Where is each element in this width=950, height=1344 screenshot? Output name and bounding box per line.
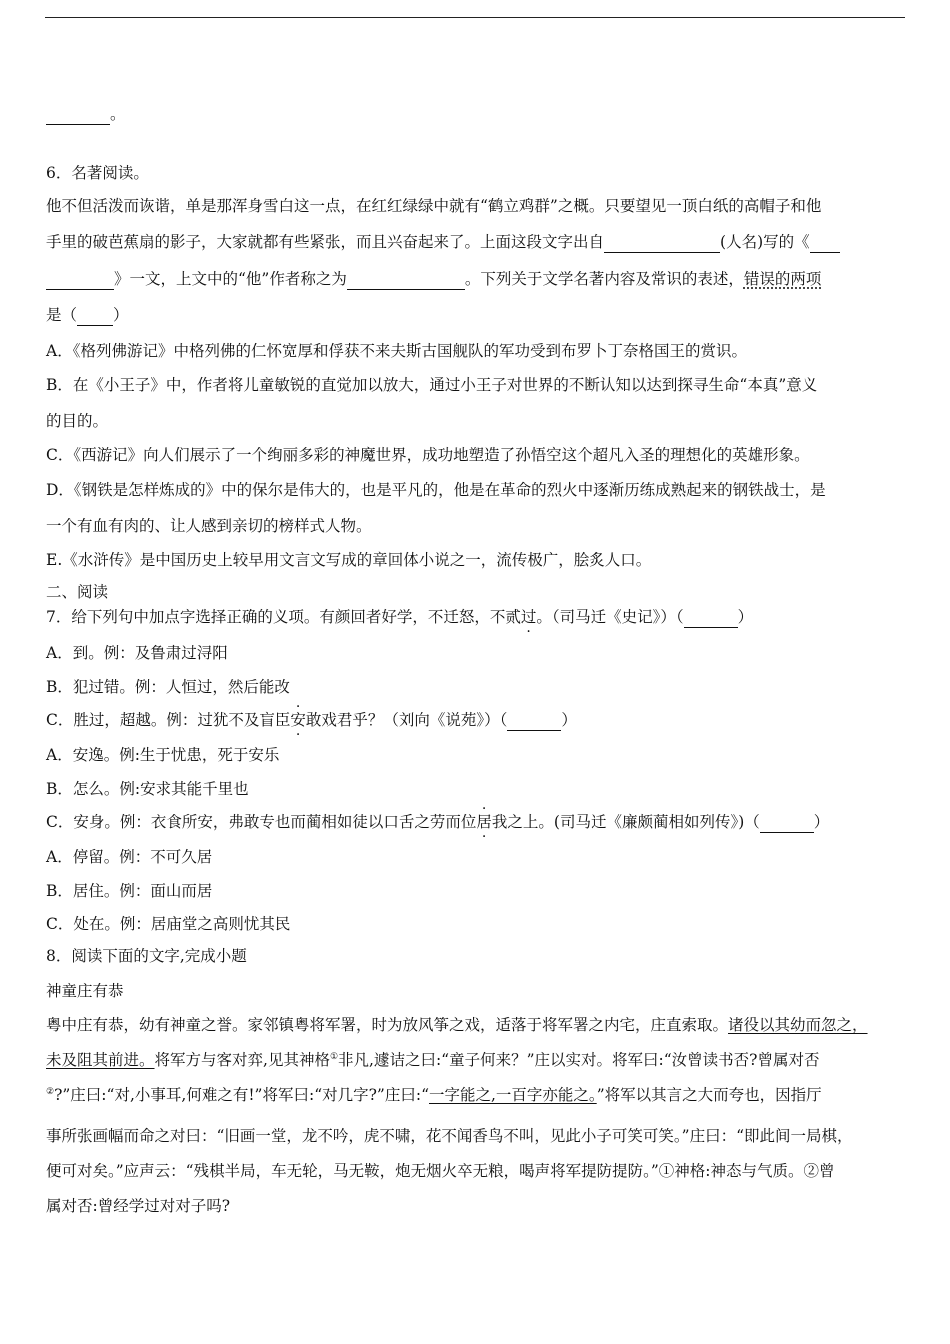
blank-name[interactable] (347, 269, 465, 290)
q6-option-a: A．《格列佛游记》中格列佛的仁怀宽厚和俘获不来夫斯古国舰队的军功受到布罗卜丁奈格国王的赏识。 (46, 342, 747, 360)
story-line-6: 属对否:曾经学过对对子吗? (46, 1197, 231, 1215)
story-title: 神童庄有恭 (46, 982, 124, 1000)
q8-title: 8．阅读下面的文字,完成小题 (46, 947, 247, 965)
header-rule (45, 17, 905, 18)
underlined-sentence-1b: 未及阻其前进。 (46, 1051, 155, 1069)
q6-passage-line-2: 手里的破芭蕉扇的影子，大家就都有些紧张，而且兴奋起来了。上面这段文字出自 (人名)写的《 (46, 232, 906, 253)
story-line-5: 便可对矣。”应声云：“残棋半局，车无轮，马无鞍，炮无烟火卒无粮，喝声将军提防提防。”①神格:神态与气质。②曾 (46, 1162, 835, 1180)
story-line-2: 未及阻其前进。将军方与客对弈,见其神格①非凡,遽诘之曰:“童子何来？”庄以实对。将军曰:“汝曾读书否?曾属对否 (46, 1051, 820, 1069)
story-line-1: 粤中庄有恭，幼有神童之誉。家邻镇粤将军署，时为放风筝之戏，适落于将军署之内宅，庄直索取。诸役以其幼而忽之， (46, 1016, 868, 1034)
blank-q7-3[interactable] (760, 812, 814, 833)
story-line-3: ②?”庄曰:“对,小事耳,何难之有!”将军曰:“对几字?”庄曰:“一字能之,一百字亦能之。”将军以其言之大而夸也，因指厅 (46, 1086, 822, 1104)
q7-3-option-a: A．停留。例：不可久居 (46, 848, 213, 866)
q6-title: 6．名著阅读。 (46, 164, 149, 182)
dotted-char-an: 安 (290, 711, 306, 729)
q7-1-option-b: B．犯过错。例：人恒过，然后能改 (46, 678, 290, 696)
q7-2-option-a: A．安逸。例:生于忧患，死于安乐 (46, 746, 280, 764)
q6-option-b-2: 的目的。 (46, 412, 109, 430)
q7-2-option-c: C．安身。例：衣食所安，弗敢专也而蔺相如徒以口舌之劳而位居我之上。(司马迁《廉颇蔺相如列传》)（ ） (46, 813, 830, 831)
q6-option-c: C．《西游记》向人们展示了一个绚丽多彩的神魔世界，成功地塑造了孙悟空这个超凡入圣的理想化的英雄形象。 (46, 446, 810, 464)
blank-book-part1[interactable] (810, 232, 840, 253)
q6-option-d-2: 一个有血有肉的、让人感到亲切的榜样式人物。 (46, 517, 372, 535)
q6-option-e: E.《水浒传》是中国历史上较早用文言文写成的章回体小说之一，流传极广，脍炙人口。 (46, 551, 652, 569)
q6-answer-line: 是（ ） (46, 306, 129, 324)
blank-author[interactable] (604, 232, 720, 253)
underlined-sentence-2: 一字能之,一百字亦能之。 (429, 1086, 597, 1104)
q7-3-option-b: B．居住。例：面山而居 (46, 882, 213, 900)
q7-stem: 7．给下列句中加点字选择正确的义项。有颜回者好学，不迁怒，不贰过。（司马迁《史记》）（ ） (46, 608, 754, 626)
blank-q6-answer[interactable] (77, 305, 113, 326)
q7-3-option-c: C．处在。例：居庙堂之高则忧其民 (46, 915, 291, 933)
dotted-char-guo: 过 (520, 608, 537, 626)
q7-1-option-a: A．到。例：及鲁肃过浔阳 (46, 644, 228, 662)
footnote-mark-2: ② (46, 1086, 55, 1097)
q6-option-d-1: D．《钢铁是怎样炼成的》中的保尔是伟大的，也是平凡的，他是在革命的烈火中逐渐历练成熟起来的钢铁战士，是 (46, 481, 826, 499)
blank-q7-1[interactable] (684, 607, 738, 628)
q6-option-b-1: B．在《小王子》中，作者将儿童敏锐的直觉加以放大，通过小王子对世界的不断认知以达到探寻生命“本真”意义 (46, 376, 818, 394)
story-line-4: 事所张画幅而命之对曰：“旧画一堂，龙不吟，虎不啸，花不闻香鸟不叫，见此小子可笑可笑。”庄曰：“即此间一局棋， (46, 1127, 853, 1145)
blank-book-part2[interactable] (46, 269, 114, 290)
q7-2-option-b: B．怎么。例:安求其能千里也 (46, 780, 249, 798)
footnote-mark-1: ① (329, 1051, 339, 1062)
section-heading-reading: 二、阅读 (46, 583, 109, 601)
q7-1-option-c: C．胜过，超越。例：过犹不及盲臣安敢戏君乎？（刘向《说苑》）（ ） (46, 711, 577, 729)
answer-line-fragment: 。 (46, 104, 906, 125)
underlined-sentence-1a: 诸役以其幼而忽之， (728, 1016, 868, 1034)
emphasis-wrong-two: 错误的两项 (743, 270, 822, 288)
dotted-char-ju: 居 (476, 813, 492, 831)
q6-passage-line-3: 》一文，上文中的“他”作者称之为 。下列关于文学名著内容及常识的表述，错误的两项 (46, 269, 906, 290)
blank-q7-2[interactable] (507, 710, 561, 731)
q6-passage-line-1: 他不但活泼而诙谐，单是那浑身雪白这一点，在红红绿绿中就有“鹤立鸡群”之概。只要望见一顶白纸的高帽子和他 (46, 197, 822, 215)
